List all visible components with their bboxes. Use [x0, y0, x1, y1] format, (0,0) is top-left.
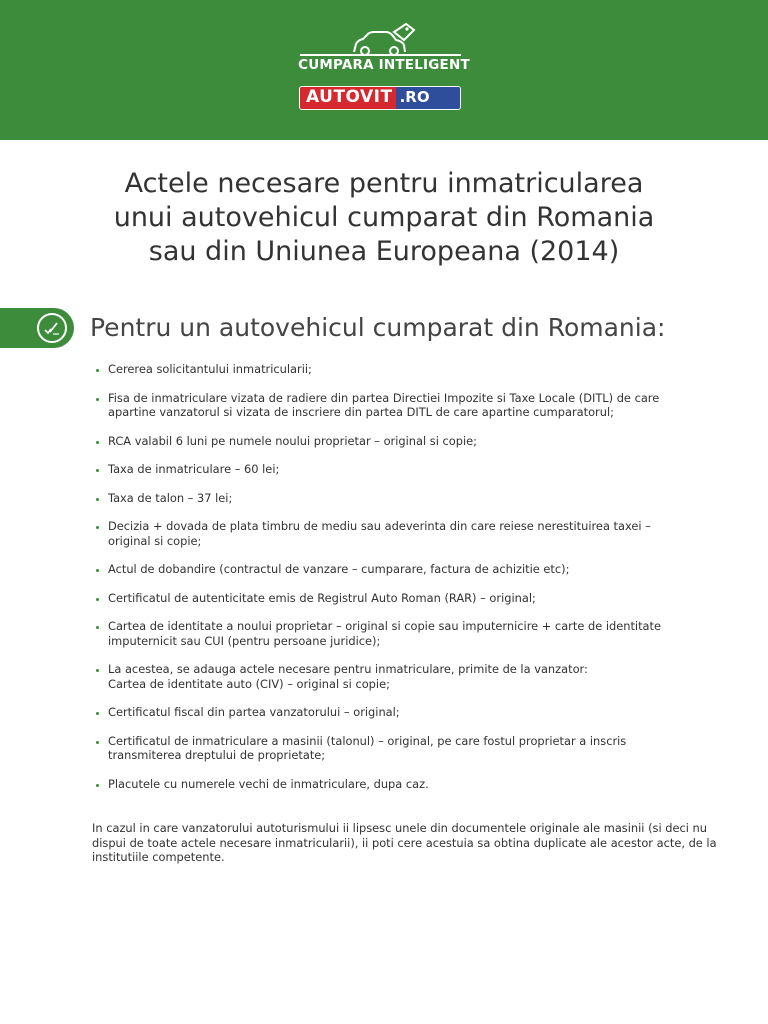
list-item-text: • RCA valabil 6 luni pe numele noului proprietar – original si copie;	[108, 433, 477, 448]
list-item-text: • La acestea, se adauga actele necesare pentru inmatriculare, primite de la vanzator:	[108, 662, 588, 676]
list-item-text: • Decizia + dovada de plata timbru de mediu sau adeverinta din care reiese nerestituirea taxei –	[108, 519, 651, 533]
list-item-text: • Taxa de talon – 37 lei;	[108, 490, 233, 505]
list-item-text: Cartea de identitate auto (CIV) – original si copie;	[108, 676, 390, 691]
closing-note	[92, 821, 732, 865]
note-line: In cazul in care vanzatorului autoturismului ii lipsesc unele din documentele originale ale masinii (si deci nu	[92, 821, 707, 835]
list-item-text: apartine vanzatorul si vizata de inscriere din partea DITL de care apartine cumparatorul;	[108, 405, 614, 419]
note-line: dispui de toate actele necesare inmatricularii), ii poti cere acestuia sa obtina duplicate ale acestor acte, de la	[92, 835, 717, 850]
title-line: Actele necesare pentru inmatricularea	[124, 168, 644, 199]
list-item	[108, 434, 708, 449]
section-title: Pentru un autovehicul cumparat din Romania:	[90, 313, 666, 342]
list-item-text: imputernicit sau CUI (pentru persoane juridice);	[108, 633, 381, 648]
list-item	[108, 591, 708, 606]
list-item-text: • Taxa de inmatriculare – 60 lei;	[108, 462, 280, 476]
list-item-text: • Cartea de identitate a noului proprietar – original si copie sau imputernicire + carte de identitate	[108, 619, 661, 633]
list-item	[108, 777, 708, 792]
list-item-text: • Certificatul fiscal din partea vanzatorului – original;	[108, 705, 400, 719]
list-item	[108, 619, 708, 648]
title-line: unui autovehicul cumparat din Romania	[113, 202, 655, 233]
list-item-text: • Cererea solicitantului inmatricularii;	[108, 362, 312, 376]
car-with-tag-icon	[350, 22, 416, 56]
section-badge	[0, 308, 74, 348]
list-item	[108, 562, 708, 577]
title-line: sau din Uniunea Europeana (2014)	[148, 236, 620, 267]
tagline: CUMPARA INTELIGENT	[298, 57, 470, 73]
list-item	[108, 491, 708, 506]
autovit-logo[interactable]	[299, 86, 461, 110]
list-item-text: • Certificatul de inmatriculare a masinii (talonul) – original, pe care fostul proprietar a inscris	[108, 733, 627, 748]
list-item	[108, 705, 708, 720]
list-item-text: transmiterea dreptului de proprietate;	[108, 748, 326, 762]
list-item-text: • Fisa de inmatriculare vizata de radiere din partea Directiei Impozite si Taxe Locale (DITL) de care	[108, 390, 660, 405]
checklist-icon	[37, 313, 67, 343]
list-item	[108, 662, 708, 691]
list-item	[108, 462, 708, 477]
logo-tld-text: .RO	[396, 87, 460, 109]
list-item-text: original si copie;	[108, 533, 202, 548]
page-title	[80, 167, 688, 269]
list-item-text: • Actul de dobandire (contractul de vanzare – cumparare, factura de achizitie etc);	[108, 562, 570, 576]
list-item	[108, 362, 708, 377]
requirements-list	[86, 362, 708, 805]
logo-main-text: AUTOVIT	[300, 87, 396, 109]
tagline-rule	[300, 54, 461, 56]
note-line: institutiile competente.	[92, 850, 225, 864]
list-item-text: • Placutele cu numerele vechi de inmatriculare, dupa caz.	[108, 776, 429, 791]
list-item	[108, 519, 708, 548]
header-banner	[0, 0, 768, 140]
list-item-text: • Certificatul de autenticitate emis de Registrul Auto Roman (RAR) – original;	[108, 590, 536, 605]
list-item	[108, 734, 708, 763]
list-item	[108, 391, 708, 420]
